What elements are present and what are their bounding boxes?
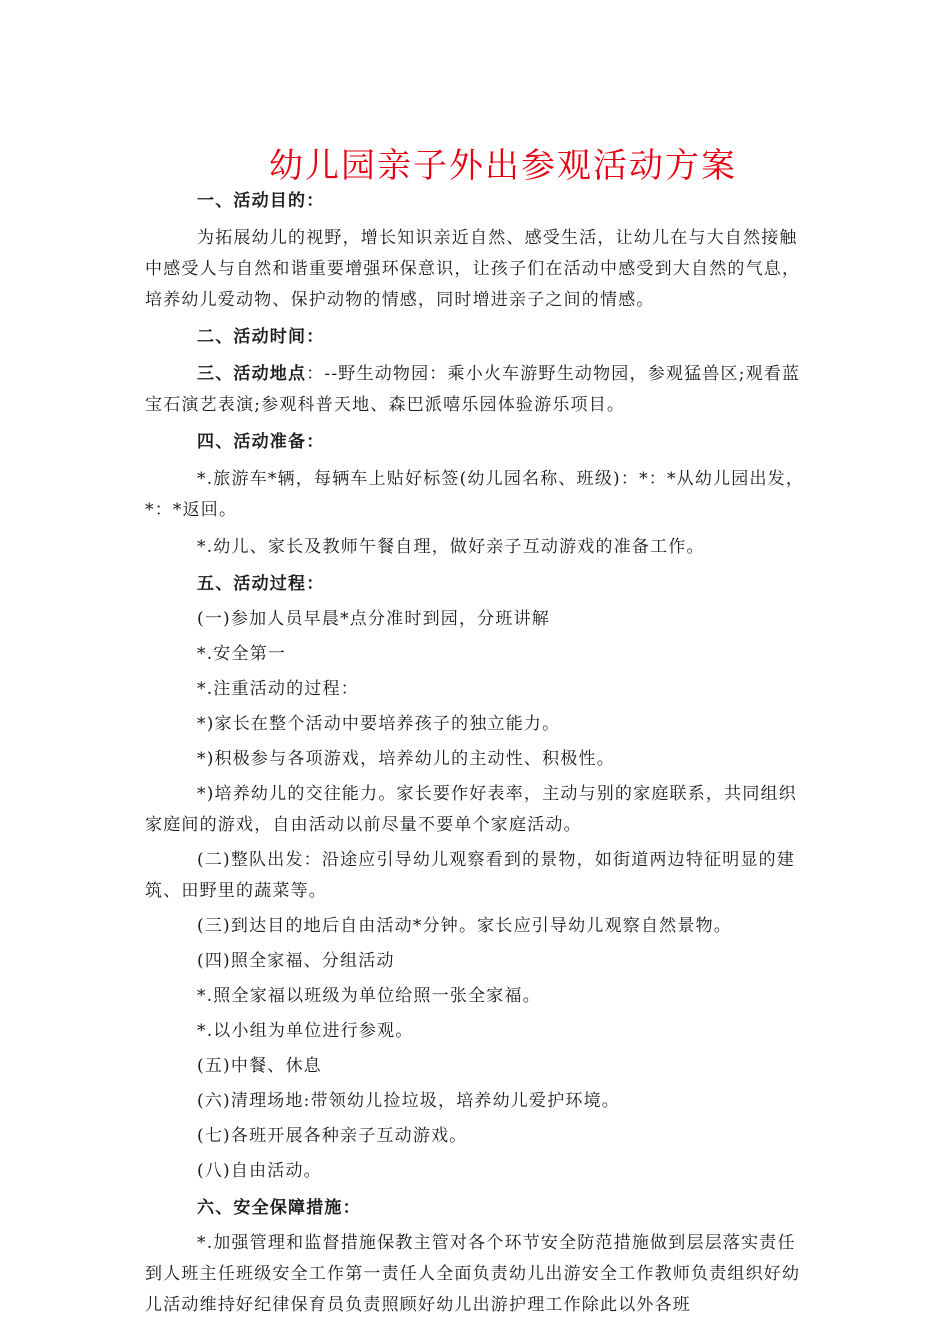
body-paragraph: [145, 709, 810, 740]
paragraph-text: *)培养幼儿的交往能力。家长要作好表率，主动与别的家庭联系，共同组织家庭间的游戏，自由活动以前尽量不要单个家庭活动。: [145, 784, 797, 835]
paragraph-text: *.照全家福以班级为单位给照一张全家福。: [197, 986, 541, 1006]
paragraph-text: ：--野生动物园：乘小火车游野生动物园，参观猛兽区;观看蓝宝石演艺表演;参观科普天地、森巴派嘻乐园体验游乐项目。: [145, 364, 801, 415]
section-heading: 一、活动目的：: [197, 191, 325, 211]
paragraph-text: (五)中餐、休息: [197, 1056, 322, 1076]
body-paragraph: [145, 911, 810, 942]
section-heading: 四、活动准备：: [197, 432, 325, 452]
section-heading-paragraph: [145, 569, 810, 600]
section-heading-paragraph: [145, 186, 810, 217]
body-paragraph: [145, 1121, 810, 1152]
body-paragraph: [145, 744, 810, 775]
paragraph-text: (六)清理场地:带领幼儿捡垃圾，培养幼儿爱护环境。: [197, 1091, 620, 1111]
document-body: [145, 186, 810, 1321]
paragraph-text: (三)到达目的地后自由活动*分钟。家长应引导幼儿观察自然景物。: [197, 916, 732, 936]
section-heading: 三、活动地点: [197, 364, 307, 384]
body-paragraph: [145, 639, 810, 670]
section-heading: 五、活动过程：: [197, 574, 325, 594]
paragraph-text: (一)参加人员早晨*点分准时到园，分班讲解: [197, 609, 550, 629]
paragraph-text: (八)自由活动。: [197, 1161, 322, 1181]
section-heading-paragraph: [145, 359, 810, 421]
body-paragraph: [145, 779, 810, 841]
body-paragraph: [145, 946, 810, 977]
paragraph-text: (二)整队出发：沿途应引导幼儿观察看到的景物，如街道两边特征明显的建筑、田野里的蔬菜等。: [145, 850, 796, 901]
section-heading-paragraph: [145, 322, 810, 353]
paragraph-text: (四)照全家福、分组活动: [197, 951, 395, 971]
paragraph-text: *.幼儿、家长及教师午餐自理，做好亲子互动游戏的准备工作。: [197, 537, 705, 557]
paragraph-text: *.旅游车*辆，每辆车上贴好标签(幼儿园名称、班级)：*：*从幼儿园出发，*：*返回。: [145, 469, 805, 520]
body-paragraph: [145, 1228, 810, 1321]
body-paragraph: [145, 223, 810, 316]
document-title: 幼儿园亲子外出参观活动方案: [269, 146, 737, 186]
paragraph-text: 为拓展幼儿的视野，增长知识亲近自然、感受生活，让幼儿在与大自然接触中感受人与自然和谐重要增强环保意识，让孩子们在活动中感受到大自然的气息，培养幼儿爱动物、保护动物的情感，同时增进亲子之间的情感。: [145, 228, 801, 310]
section-heading-paragraph: [145, 427, 810, 458]
paragraph-text: *)家长在整个活动中要培养孩子的独立能力。: [197, 714, 561, 734]
body-paragraph: [145, 604, 810, 635]
body-paragraph: [145, 674, 810, 705]
paragraph-text: *)积极参与各项游戏，培养幼儿的主动性、积极性。: [197, 749, 615, 769]
section-heading: 六、安全保障措施：: [197, 1198, 361, 1218]
paragraph-text: *.安全第一: [197, 644, 287, 664]
body-paragraph: [145, 845, 810, 907]
body-paragraph: [145, 464, 810, 526]
section-heading: 二、活动时间：: [197, 327, 325, 347]
body-paragraph: [145, 532, 810, 563]
body-paragraph: [145, 1086, 810, 1117]
body-paragraph: [145, 1156, 810, 1187]
body-paragraph: [145, 981, 810, 1012]
paragraph-text: *.注重活动的过程：: [197, 679, 359, 699]
body-paragraph: [145, 1051, 810, 1082]
paragraph-text: (七)各班开展各种亲子互动游戏。: [197, 1126, 468, 1146]
section-heading-paragraph: [145, 1193, 810, 1224]
body-paragraph: [145, 1016, 810, 1047]
paragraph-text: *.以小组为单位进行参观。: [197, 1021, 414, 1041]
paragraph-text: *.加强管理和监督措施保教主管对各个环节安全防范措施做到层层落实责任到人班主任班级安全工作第一责任人全面负责幼儿出游安全工作教师负责组织好幼儿活动维持好纪律保育员负责照顾好幼儿出游护理工作除此以外各班: [145, 1233, 801, 1315]
